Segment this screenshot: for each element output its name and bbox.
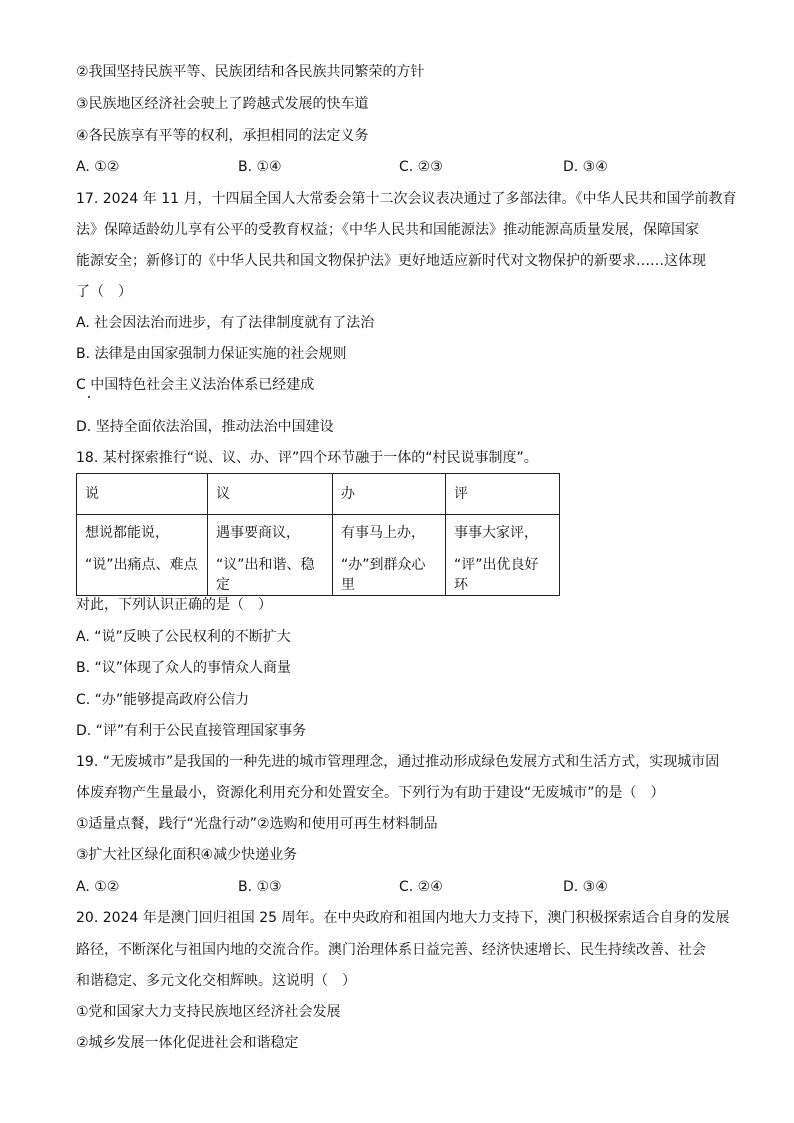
q17-option-b[interactable]: B. 法律是由国家强制力保证实施的社会规则: [76, 346, 347, 362]
q17-stem-line-1: 17. 2024 年 11 月，十四届全国人大常委会第十二次会议表决通过了多部法律。《中华人民共和国学前教育: [76, 191, 737, 207]
q19-stem-line-2: 体废弃物产生量最小，资源化利用充分和处置安全。下列行为有助于建设“无废城市”的是（ ）: [76, 785, 665, 801]
table-cell: [77, 515, 208, 596]
table-cell-line: 想说都能说，: [85, 525, 169, 541]
q20-stem-line-3: 和谐稳定、多元文化交相辉映。这说明（ ）: [76, 973, 356, 989]
q16-option-a[interactable]: A. ①②: [76, 159, 120, 175]
stray-dot: [88, 396, 90, 398]
q19-stem-line-1: 19. “无废城市”是我国的一种先进的城市管理理念，通过推动形成绿色发展方式和生活方式，实现城市固: [76, 754, 720, 770]
q18-stem: 18. 某村探索推行“说、议、办、评”四个环节融于一体的“村民说事制度”。: [76, 450, 538, 466]
q17-option-c[interactable]: C 中国特色社会主义法治体系已经建成: [76, 377, 315, 393]
table-cell-line: “评”出优良好环: [454, 557, 539, 593]
table-header-cell: 议: [208, 474, 333, 515]
q17-stem-line-2: 法》保障适龄幼儿享有公平的受教育权益；《中华人民共和国能源法》推动能源高质量发展，保障国家: [76, 222, 699, 238]
q16-statement-4: ④各民族享有平等的权利，承担相同的法定义务: [76, 128, 369, 144]
q19-option-c[interactable]: C. ②④: [399, 879, 443, 895]
q16-statement-2: ②我国坚持民族平等、民族团结和各民族共同繁荣的方针: [76, 64, 425, 80]
table-header-cell: 说: [77, 474, 208, 515]
q19-statements-1: ①适量点餐，践行“光盘行动”②选购和使用可再生材料制品: [76, 816, 438, 832]
table-header-cell: 办: [333, 474, 446, 515]
q19-option-a[interactable]: A. ①②: [76, 879, 120, 895]
table-cell-line: 有事马上办，: [341, 525, 425, 541]
table-cell: [208, 515, 333, 596]
q19-statements-2: ③扩大社区绿化面积④减少快递业务: [76, 847, 298, 863]
table-header-row: [77, 474, 560, 515]
q17-option-d[interactable]: D. 坚持全面依法治国，推动法治中国建设: [76, 419, 334, 435]
q18-option-b[interactable]: B. “议”体现了众人的事情众人商量: [76, 660, 292, 676]
q17-option-a[interactable]: A. 社会因法治而进步，有了法律制度就有了法治: [76, 315, 375, 331]
q18-option-d[interactable]: D. “评”有利于公民直接管理国家事务: [76, 723, 307, 739]
q16-option-d[interactable]: D. ③④: [563, 159, 608, 175]
table-cell: [446, 515, 560, 596]
table-cell-line: “议”出和谐、稳定: [216, 557, 315, 593]
q16-option-c[interactable]: C. ②③: [399, 159, 443, 175]
table-cell: [333, 515, 446, 596]
q18-prompt: 对此，下列认识正确的是（ ）: [76, 597, 272, 613]
table-cell-line: 遇事要商议，: [216, 525, 300, 541]
q17-stem-line-3: 能源安全；新修订的《中华人民共和国文物保护法》更好地适应新时代对文物保护的新要求……这体现: [76, 253, 706, 269]
q18-option-c[interactable]: C. “办”能够提高政府公信力: [76, 692, 250, 708]
table-row: [77, 515, 560, 596]
q16-statement-3: ③民族地区经济社会驶上了跨越式发展的快车道: [76, 96, 369, 112]
q20-stem-line-2: 路径，不断深化与祖国内地的交流合作。澳门治理体系日益完善、经济快速增长、民生持续改善、社会: [76, 942, 706, 958]
q17-stem-line-4: 了（ ）: [76, 284, 132, 300]
q18-table: [76, 473, 560, 596]
table-cell-line: 事事大家评，: [454, 525, 538, 541]
q18-option-a[interactable]: A. “说”反映了公民权利的不断扩大: [76, 629, 291, 645]
q19-option-d[interactable]: D. ③④: [563, 879, 608, 895]
q19-option-b[interactable]: B. ①③: [238, 879, 282, 895]
table-header-cell: 评: [446, 474, 560, 515]
q20-statement-1: ①党和国家大力支持民族地区经济社会发展: [76, 1004, 341, 1020]
q16-option-b[interactable]: B. ①④: [238, 159, 282, 175]
table-cell-line: “办”到群众心里: [341, 557, 426, 593]
table-cell-line: “说”出痛点、难点: [85, 557, 198, 573]
q20-statement-2: ②城乡发展一体化促进社会和谐稳定: [76, 1035, 299, 1051]
q20-stem-line-1: 20. 2024 年是澳门回归祖国 25 周年。在中央政府和祖国内地大力支持下，澳门积极探索适合自身的发展: [76, 910, 730, 926]
